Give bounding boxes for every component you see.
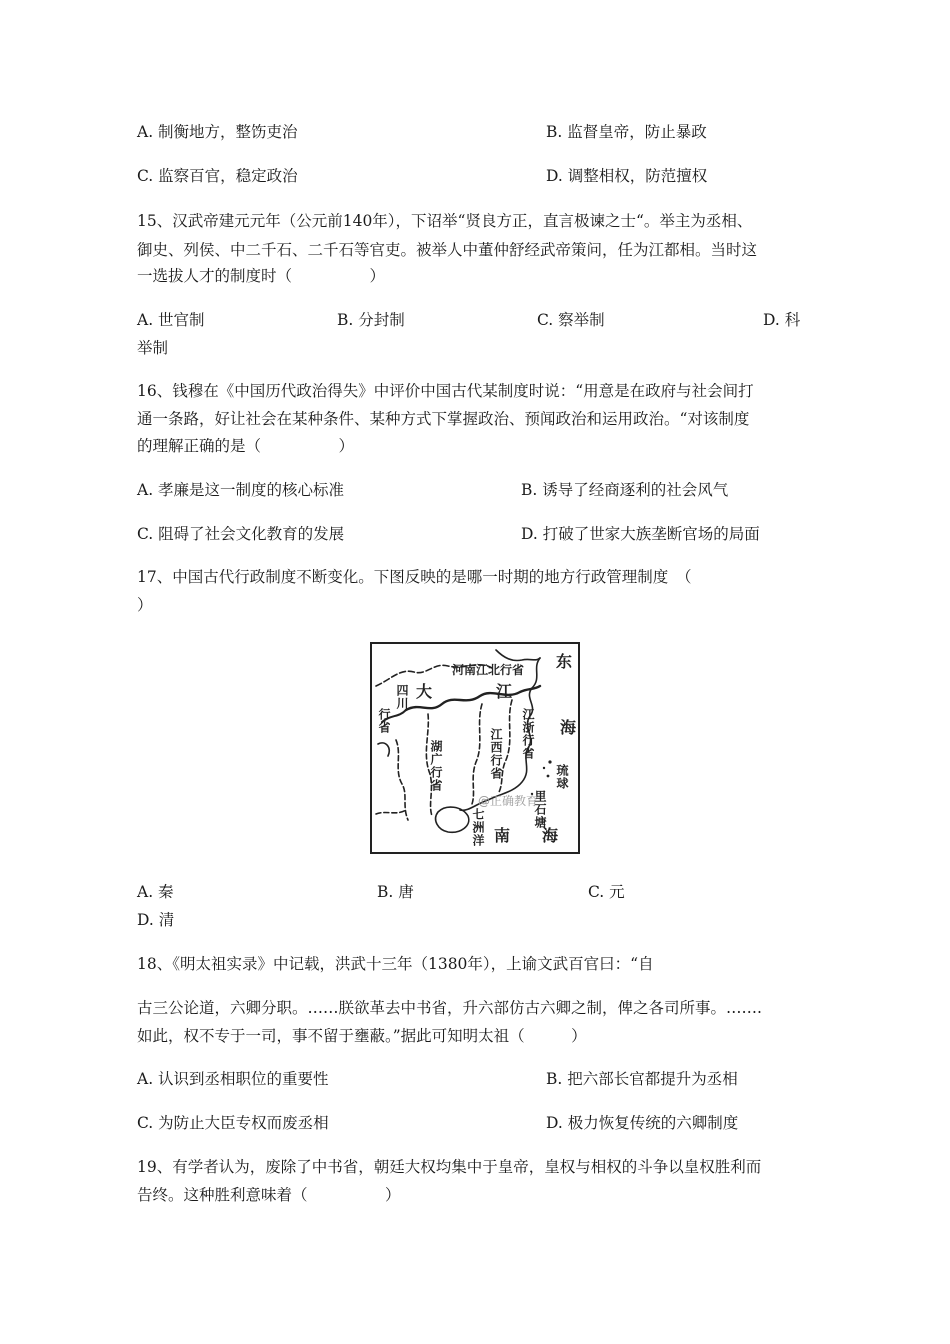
map-label-sichuan: 四川 bbox=[395, 684, 409, 710]
q14-option-b: B. 监督皇帝，防止暴政 bbox=[546, 123, 707, 141]
map-label-east: 东 bbox=[556, 652, 573, 671]
q14-option-a: A. 制衡地方，整饬吏治 bbox=[137, 123, 298, 141]
q18-option-d: D. 极力恢复传统的六卿制度 bbox=[546, 1114, 739, 1132]
q17-option-b: B. 唐 bbox=[377, 883, 414, 901]
q16-option-d: D. 打破了世家大族垄断官场的局面 bbox=[521, 525, 760, 543]
q17-stem-line1: 17、中国古代行政制度不断变化。下图反映的是哪一时期的地方行政管理制度 （ bbox=[137, 568, 692, 586]
map-label-shitang: 里石塘 bbox=[533, 790, 547, 829]
map-label-south: 南 bbox=[494, 826, 511, 845]
map-label-qizhouyang: 七洲洋 bbox=[471, 808, 485, 847]
map-label-jiangzhe: 江浙行省 bbox=[521, 708, 535, 760]
q17-option-c: C. 元 bbox=[588, 883, 625, 901]
q17-option-a: A. 秦 bbox=[137, 883, 174, 901]
q15-option-a: A. 世官制 bbox=[137, 311, 205, 329]
q18-stem-line1: 18、《明太祖实录》中记载，洪武十三年（1380年），上谕文武百官曰：“自 bbox=[137, 955, 654, 973]
map-label-south-sea: 海 bbox=[542, 826, 559, 845]
map-label-henan-jiangbei: 河南江北行省 bbox=[452, 663, 525, 677]
q15-stem-line3: 一选拔人才的制度时（ ） bbox=[137, 267, 386, 285]
q19-stem-line1: 19、有学者认为，废除了中书省，朝廷大权均集中于皇帝，皇权与相权的斗争以皇权胜利而 bbox=[137, 1158, 762, 1176]
q17-option-d: D. 清 bbox=[137, 911, 175, 929]
map-label-east-sea: 海 bbox=[560, 718, 577, 737]
q18-option-a: A. 认识到丞相职位的重要性 bbox=[137, 1070, 329, 1088]
map-label-sichuan-province: 行省 bbox=[377, 708, 391, 734]
q17-stem-line2: ） bbox=[137, 596, 153, 614]
q15-stem-line1: 15、汉武帝建元元年（公元前140年），下诏举“贤良方正，直言极谏之士“。举主为丞相、 bbox=[137, 212, 753, 230]
q16-stem-line3: 的理解正确的是（ ） bbox=[137, 437, 355, 455]
map-label-liuqiu: 琉球 bbox=[555, 764, 569, 790]
q15-stem-line2: 御史、列侯、中二千石、二千石等官吏。被举人中董仲舒经武帝策问，任为江都相。当时这 bbox=[137, 241, 758, 259]
q15-option-d: D. 科 bbox=[763, 311, 801, 329]
q18-stem-line2: 古三公论道，六卿分职。……朕欲革去中书省，升六部仿古六卿之制，俾之各司所事。……. bbox=[137, 999, 762, 1017]
q16-stem-line1: 16、钱穆在《中国历代政治得失》中评价中国古代某制度时说：“用意是在政府与社会间打 bbox=[137, 382, 754, 400]
map-watermark: @正确教育 bbox=[478, 794, 539, 808]
q16-stem-line2: 通一条路，好让社会在某种条件、某种方式下掌握政治、预闻政治和运用政治。“对该制度 bbox=[137, 410, 750, 428]
q16-option-c: C. 阻碍了社会文化教育的发展 bbox=[137, 525, 345, 543]
q18-stem-line3: 如此，权不专于一司，事不留于壅蔽。”据此可知明太祖（ ） bbox=[137, 1027, 587, 1045]
q14-option-d: D. 调整相权，防范擅权 bbox=[546, 167, 708, 185]
map-label-huguang: 湖广行省 bbox=[429, 740, 443, 792]
map-label-jiangxi: 江西行省 bbox=[489, 728, 503, 780]
q14-option-c: C. 监察百官，稳定政治 bbox=[137, 167, 298, 185]
q16-option-a: A. 孝廉是这一制度的核心标准 bbox=[137, 481, 345, 499]
q15-option-c: C. 察举制 bbox=[537, 311, 605, 329]
q15-option-d-wrap: 举制 bbox=[137, 339, 169, 357]
q15-option-b: B. 分封制 bbox=[337, 311, 405, 329]
yuan-provinces-map bbox=[370, 642, 580, 854]
q16-option-b: B. 诱导了经商逐利的社会风气 bbox=[521, 481, 729, 499]
q18-option-c: C. 为防止大臣专权而废丞相 bbox=[137, 1114, 329, 1132]
map-label-jiang: 江 bbox=[496, 682, 513, 701]
map-label-da: 大 bbox=[416, 682, 433, 701]
q18-option-b: B. 把六部长官都提升为丞相 bbox=[546, 1070, 738, 1088]
q19-stem-line2: 告终。这种胜利意味着（ ） bbox=[137, 1186, 401, 1204]
